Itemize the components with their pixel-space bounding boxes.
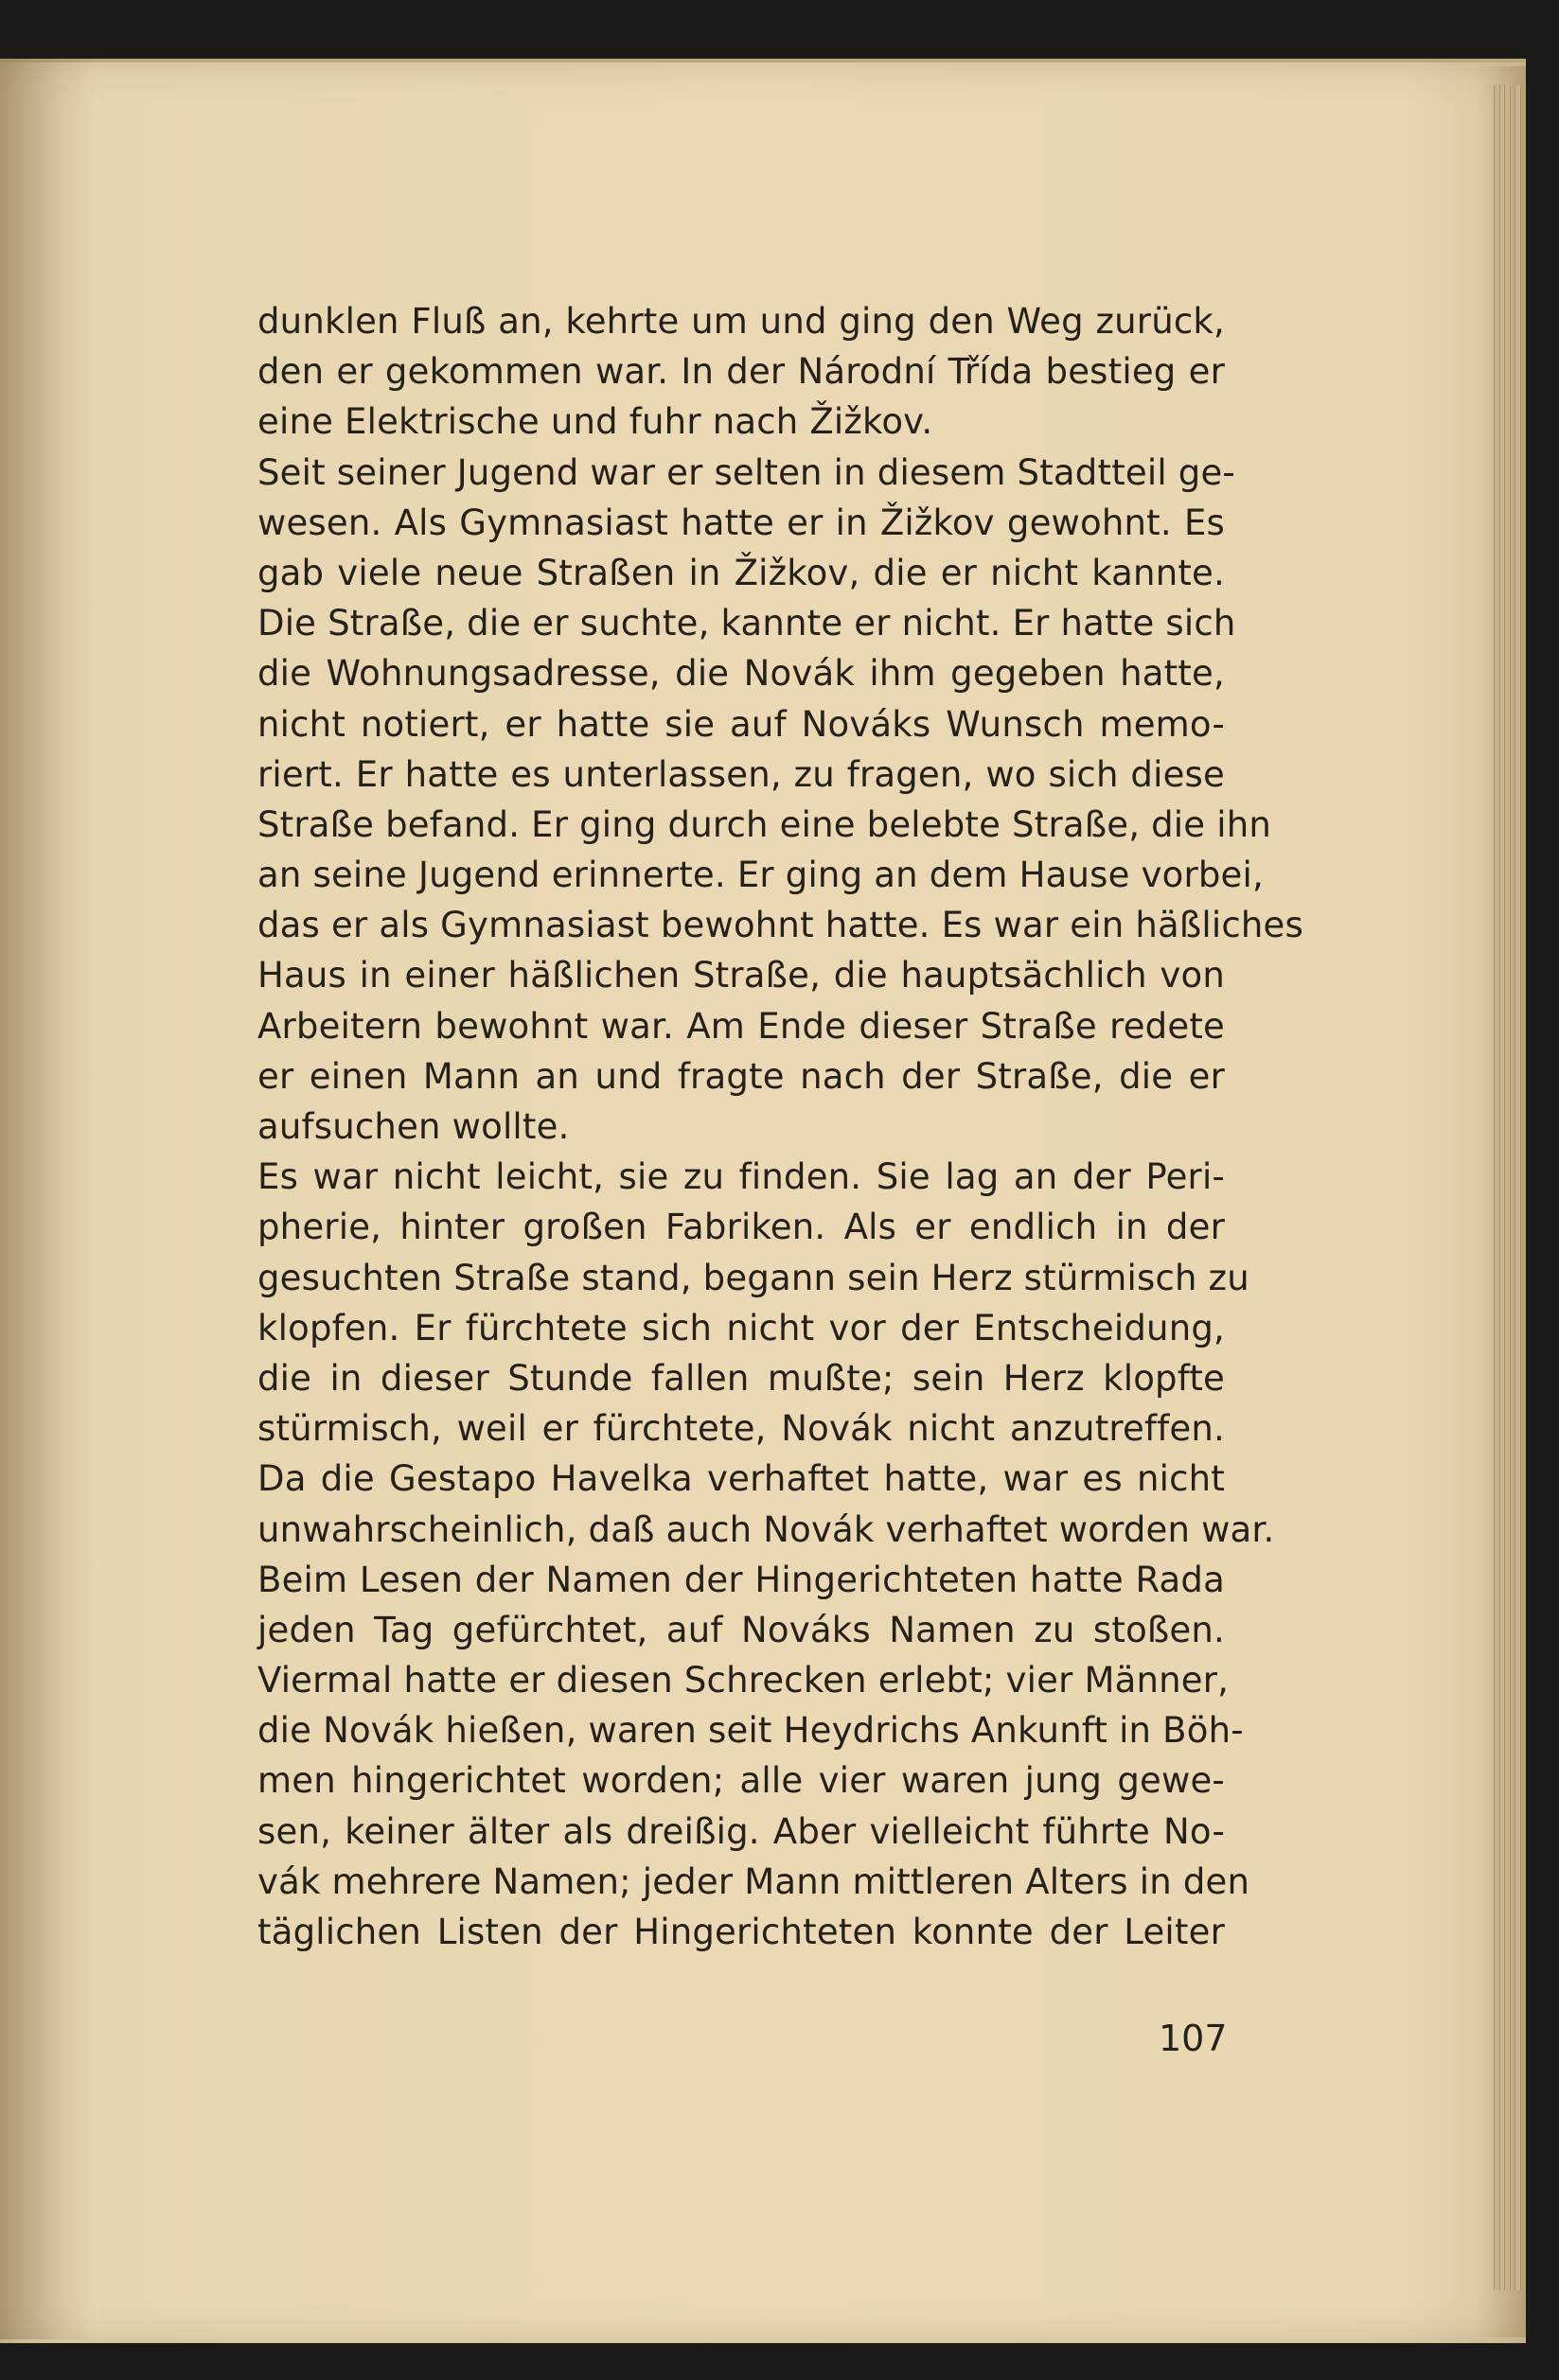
text-line: täglichen Listen der Hingerichteten konnte der Leiter [257,1912,1225,1952]
text-line: unwahrscheinlich, daß auch Novák verhaftet worden war. [257,1508,1275,1550]
page-number: 107 [1159,2018,1228,2059]
text-line: Es war nicht leicht, sie zu finden. Sie lag an der Peri- [257,1156,1225,1198]
text-line: men hingerichtet worden; alle vier waren jung gewe- [257,1760,1225,1802]
text-line: stürmisch, weil er fürchtete, Novák nicht anzutreffen. [257,1408,1225,1450]
text-line: Seit seiner Jugend war er selten in diesem Stadtteil ge- [257,451,1235,493]
text-line: Viermal hatte er diesen Schrecken erlebt; vier Männer, [257,1660,1230,1701]
page-edge-strip [1494,85,1500,2290]
text-line: gesuchten Straße stand, begann sein Herz stürmisch zu [257,1257,1249,1298]
text-line: jeden Tag gefürchtet, auf Nováks Namen zu stoßen. [257,1609,1225,1650]
text-line: vák mehrere Namen; jeder Mann mittleren Alters in den [257,1860,1250,1902]
text-line: aufsuchen wollte. [257,1106,570,1147]
text-line: klopfen. Er fürchtete sich nicht vor der Entscheidung, [257,1307,1225,1349]
text-line: sen, keiner älter als dreißig. Aber vielleicht führte No- [257,1810,1225,1852]
spine-shadow [0,59,95,2339]
text-line: die Wohnungsadresse, die Novák ihm gegeben hatte, [257,653,1225,695]
text-line: Die Straße, die er suchte, kannte er nicht. Er hatte sich [257,603,1236,644]
text-line: dunklen Fluß an, kehrte um und ging den Weg zurück, [257,301,1225,342]
text-line: eine Elektrische und fuhr nach Žižkov. [257,401,933,443]
text-line: Arbeitern bewohnt war. Am Ende dieser Straße redete [257,1005,1225,1047]
text-line: die Novák hießen, waren seit Heydrichs Ankunft in Böh- [257,1710,1244,1752]
text-line: den er gekommen war. In der Národní Třída bestieg er [257,351,1225,393]
text-line: das er als Gymnasiast bewohnt hatte. Es war ein häßliches [257,905,1303,946]
text-line: gab viele neue Straßen in Žižkov, die er nicht kannte. [257,552,1225,593]
text-line: die in dieser Stunde fallen mußte; sein Herz klopfte [257,1357,1225,1399]
text-line: riert. Er hatte es unterlassen, zu fragen, wo sich diese [257,753,1225,795]
page-edge-strip [1515,85,1521,2290]
text-line: Da die Gestapo Havelka verhaftet hatte, war es nicht [257,1458,1225,1500]
page-edge-strip [1504,85,1511,2290]
text-line: pherie, hinter großen Fabriken. Als er endlich in der [257,1207,1225,1248]
text-line: an seine Jugend erinnerte. Er ging an dem Hause vorbei, [257,855,1264,896]
body-text [257,296,1303,1957]
text-line: nicht notiert, er hatte sie auf Nováks Wunsch memo- [257,703,1225,745]
text-line: Straße befand. Er ging durch eine belebte Straße, die ihn [257,803,1271,845]
text-line: Beim Lesen der Namen der Hingerichteten hatte Rada [257,1559,1225,1600]
text-line: wesen. Als Gymnasiast hatte er in Žižkov gewohnt. Es [257,502,1225,543]
text-line: Haus in einer häßlichen Straße, die hauptsächlich von [257,955,1225,996]
text-line: er einen Mann an und fragte nach der Straße, die er [257,1055,1225,1097]
